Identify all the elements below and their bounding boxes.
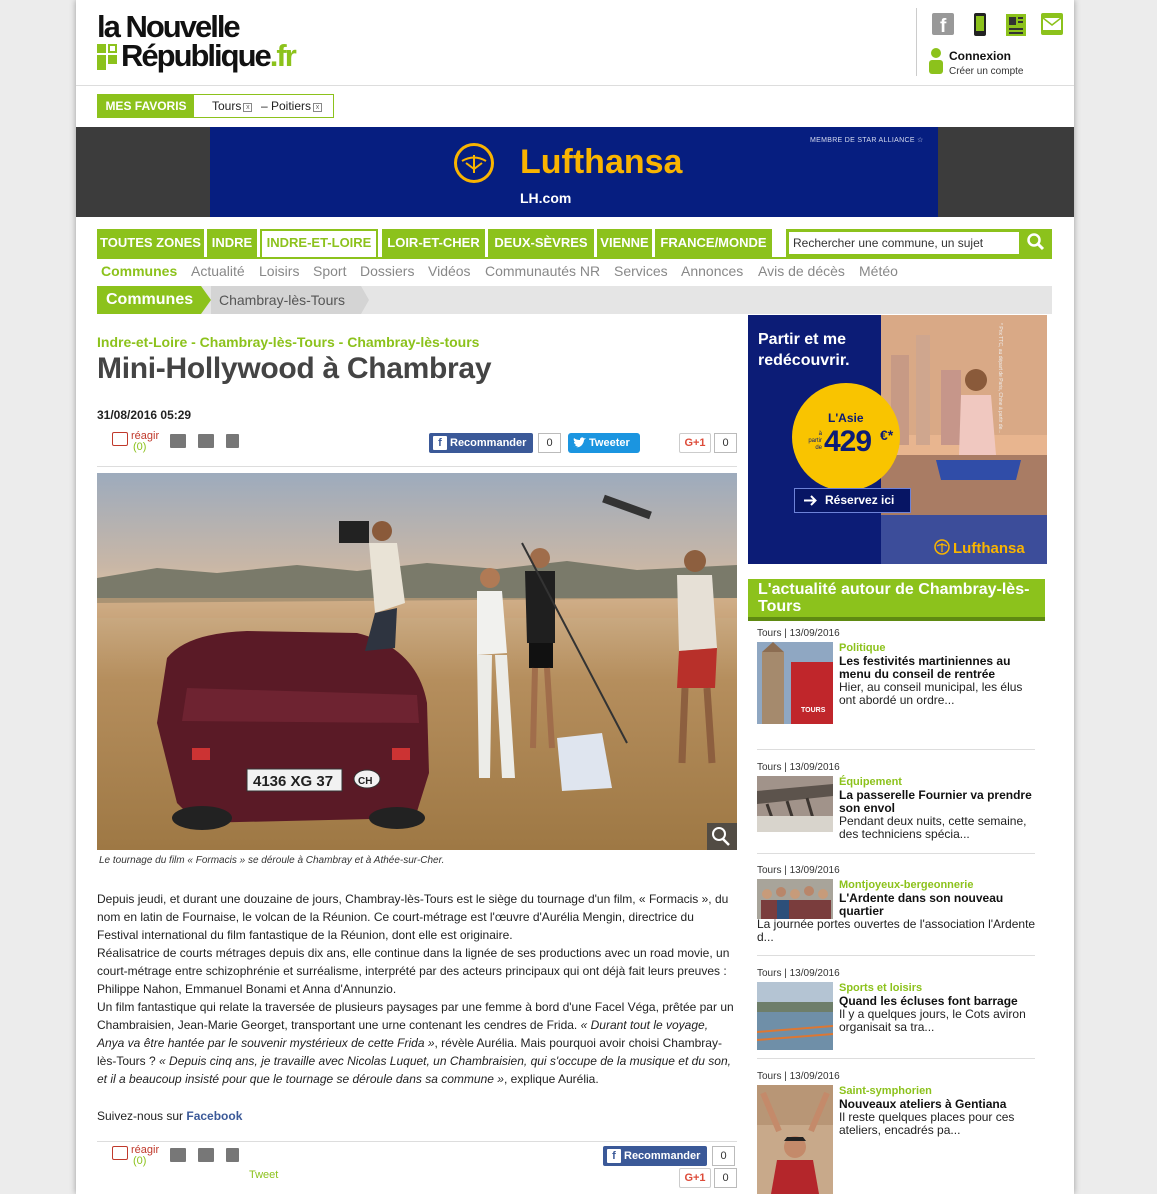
tab-communes[interactable]: Communes	[101, 263, 178, 279]
facebook-link[interactable]: Facebook	[186, 1109, 243, 1123]
svg-text:f: f	[940, 16, 947, 35]
arrow-right-icon	[804, 495, 817, 506]
zone-france-monde[interactable]: FRANCE/MONDE	[655, 229, 772, 257]
zone-toutes-zones[interactable]: TOUTES ZONES	[97, 229, 204, 257]
news-title[interactable]: Nouveaux ateliers à Gentiana	[839, 1097, 1007, 1111]
facebook-count: 0	[538, 433, 561, 453]
tweet-button[interactable]: Tweeter	[568, 433, 640, 453]
news-meta: Tours | 13/09/2016	[757, 865, 840, 876]
breadcrumb	[97, 286, 1052, 314]
article-paragraph: Un film fantastique qui relate la traversée de plusieurs paysages par une femme à bord d'une Facel Véga, prêtée par un Chambraisien, Jean-Marie Georget, transportant une urne contenant les cendres de Frida. « Durant tout le voyage, Anya va être hantée par le souvenir mystérieux de cette Frida », révèle Aurélia. Mais pourquoi avoir choisi Chambray-lès-Tours ? « Depuis cinq ans, je travaille avec Nicolas Luquet, un Chambraisien, qui s'occupe de la musique et du son, et il a beaucoup insisté pour que le tournage se déroule dans sa commune », explique Aurélia.	[97, 1000, 734, 1086]
news-desc: Hier, au conseil municipal, les élus ont abordé un ordre...	[839, 680, 1023, 707]
news-title[interactable]: Quand les écluses font barrage	[839, 994, 1018, 1008]
text-size-icon[interactable]	[226, 1148, 239, 1162]
facebook-icon: f	[433, 436, 447, 450]
tab-loisirs[interactable]: Loisirs	[259, 263, 300, 279]
breadcrumb-arrow	[201, 286, 211, 314]
news-category[interactable]: Politique	[839, 642, 886, 654]
search-box	[786, 229, 1052, 257]
price-badge	[792, 383, 900, 491]
sidebar-lufthansa-ad[interactable]	[748, 315, 1047, 564]
article-date: 31/08/2016 05:29	[97, 408, 192, 422]
favorite-poitiers[interactable]: – Poitiers x	[261, 99, 322, 113]
ad-currency: €*	[880, 427, 894, 443]
print-icon[interactable]	[198, 1148, 214, 1162]
zone-indre[interactable]: INDRE	[207, 229, 257, 257]
ad-brand: Lufthansa	[953, 540, 1025, 557]
user-icon[interactable]	[929, 48, 943, 74]
ad-headline: Partir et me redécouvrir.	[758, 331, 850, 369]
facebook-icon: f	[607, 1149, 621, 1163]
search-input[interactable]	[789, 232, 1019, 254]
photo-caption: Le tournage du film « Formacis » se déroule à Chambray et à Athée-sur-Cher.	[99, 855, 445, 866]
logo-mark-icon	[97, 44, 117, 70]
header-separator	[916, 8, 917, 76]
google-plus-count: 0	[714, 433, 737, 453]
article-paragraph: Réalisatrice de courts métrages depuis dix ans, elle continue dans la lignée de ses productions avec un road movie, un court-métrage entre schizophrénie et surréalisme, interprété par des acteurs principaux qui ont déjà fait leurs preuves : Philippe Nahon, Emmanuel Bonami et Anna d'Annunzio.	[97, 946, 730, 996]
country-badge: CH	[358, 776, 373, 787]
react-button[interactable]	[112, 1146, 128, 1160]
zone-deux-sevres[interactable]: DEUX-SÈVRES	[488, 229, 594, 257]
news-meta: Tours | 13/09/2016	[757, 968, 840, 979]
newsletter-icon[interactable]	[1041, 13, 1063, 35]
news-category[interactable]: Équipement	[839, 776, 902, 788]
ad-photo	[881, 315, 1047, 564]
favorites-bar	[97, 94, 334, 118]
news-title[interactable]: Les festivités martiniennes au menu du conseil de rentrée	[839, 654, 1011, 681]
book-now-button[interactable]: Réservez ici	[794, 488, 911, 513]
facebook-count: 0	[712, 1146, 735, 1166]
news-desc: Il y a quelques jours, le Cots aviron organisait sa tra...	[839, 1007, 1026, 1034]
zone-loir-et-cher[interactable]: LOIR-ET-CHER	[382, 229, 485, 257]
tab-annonces[interactable]: Annonces	[681, 263, 744, 279]
news-meta: Tours | 13/09/2016	[757, 628, 840, 639]
print-icon[interactable]	[198, 434, 214, 448]
tab-videos[interactable]: Vidéos	[428, 263, 471, 279]
search-button[interactable]	[1022, 231, 1050, 255]
header-divider	[76, 85, 1074, 86]
react-label[interactable]: réagir	[131, 430, 160, 442]
nav-divider	[97, 257, 1052, 259]
tab-dossiers[interactable]: Dossiers	[360, 263, 415, 279]
news-thumbnail[interactable]	[757, 879, 833, 919]
mobile-icon[interactable]	[969, 13, 991, 35]
news-category[interactable]: Saint-symphorien	[839, 1085, 932, 1097]
news-desc: Il reste quelques places pour ces ateliers, encadrés pa...	[839, 1110, 1015, 1137]
toolbar-divider	[97, 1141, 737, 1142]
text-size-icon[interactable]	[226, 434, 239, 448]
ad-from-label: à partir de	[808, 431, 822, 451]
news-thumbnail[interactable]	[757, 776, 833, 832]
ad-destination: L'Asie	[828, 411, 864, 425]
tab-communautes-nr[interactable]: Communautés NR	[485, 263, 601, 279]
side-news-title: L'actualité autour de Chambray-lès-Tours	[748, 579, 1045, 617]
react-label[interactable]: réagir	[131, 1144, 160, 1156]
news-desc: La journée portes ouvertes de l'association l'Ardente d...	[757, 917, 1036, 944]
crane-logo-icon	[454, 143, 494, 183]
logo-republique: République	[121, 38, 270, 73]
license-plate: 4136 XG 37	[253, 773, 334, 790]
zoom-icon[interactable]	[707, 823, 737, 850]
breadcrumb-home[interactable]: Communes	[97, 286, 201, 314]
comment-icon	[112, 1146, 128, 1160]
follow-line: Suivez-nous sur Facebook	[97, 1109, 243, 1123]
lufthansa-banner-ad[interactable]	[210, 127, 938, 217]
remove-favorite-icon[interactable]: x	[243, 103, 252, 112]
news-thumbnail[interactable]	[757, 1085, 833, 1194]
twitter-icon	[573, 437, 586, 449]
news-category[interactable]: Montjoyeux-bergeonnerie	[839, 879, 974, 891]
ad-price: 429	[824, 425, 872, 458]
facebook-icon[interactable]	[932, 13, 954, 35]
article-photo[interactable]	[97, 473, 737, 850]
film-shoot-photo	[97, 473, 737, 850]
article-body	[97, 890, 737, 1088]
login-link[interactable]: Connexion	[949, 49, 1011, 63]
logo-tld: .fr	[269, 38, 295, 73]
news-thumbnail[interactable]	[757, 982, 833, 1050]
side-news-title-shadow	[748, 617, 1045, 621]
news-title[interactable]: L'Ardente dans son nouveau quartier	[839, 891, 1004, 918]
breadcrumb-current[interactable]: Chambray-lès-Tours	[211, 286, 361, 314]
tweet-link[interactable]: Tweet	[249, 1169, 279, 1181]
tab-actualite[interactable]: Actualité	[191, 263, 245, 279]
zone-indre-et-loire[interactable]: INDRE-ET-LOIRE	[260, 229, 378, 257]
favorites-label: MES FAVORIS	[98, 95, 194, 117]
favorite-tours[interactable]: Tours x	[212, 99, 252, 113]
news-separator	[757, 749, 1035, 750]
article-paragraph: Depuis jeudi, et durant une douzaine de jours, Chambray-lès-Tours est le siège du tournage d'un film, « Formacis », du nom en latin de Fournaise, le volcan de la Réunion. Ce court-métrage est l'œuvre d'Aurélia Mengin, directrice du Festival international du film fantastique de la Réunion, dont elle est originaire.	[97, 892, 729, 942]
article-kicker[interactable]: Indre-et-Loire - Chambray-lès-Tours - Chambray-lès-tours	[97, 334, 480, 350]
react-button[interactable]	[112, 432, 128, 446]
tab-meteo[interactable]: Météo	[859, 263, 898, 279]
facebook-recommend-button[interactable]: f Recommander	[603, 1146, 707, 1166]
site-logo-line2[interactable]	[97, 38, 295, 73]
banner-url: LH.com	[520, 190, 572, 206]
news-meta: Tours | 13/09/2016	[757, 762, 840, 773]
breadcrumb-arrow	[361, 286, 369, 314]
news-category[interactable]: Sports et loisirs	[839, 982, 923, 994]
zone-vienne[interactable]: VIENNE	[597, 229, 652, 257]
create-account-link[interactable]: Créer un compte	[949, 66, 1024, 77]
email-share-icon[interactable]	[170, 1148, 186, 1162]
news-thumbnail[interactable]	[757, 642, 833, 724]
search-icon	[1026, 232, 1046, 252]
facebook-recommend-button[interactable]: f Recommander	[429, 433, 533, 453]
page	[76, 0, 1074, 1194]
site-logo[interactable]: la Nouvelle	[97, 9, 239, 44]
news-meta: Tours | 13/09/2016	[757, 1071, 840, 1082]
google-plus-button[interactable]: G+1	[679, 1168, 711, 1188]
tab-avis-de-deces[interactable]: Avis de décès	[758, 263, 845, 279]
react-count: (0)	[133, 1155, 147, 1167]
thumbnail-label: TOURS	[801, 707, 826, 714]
banner-brand: Lufthansa	[520, 143, 683, 181]
crane-logo-icon	[934, 539, 950, 555]
news-separator	[757, 1058, 1035, 1059]
news-separator	[757, 853, 1035, 854]
banner-tagline: MEMBRE DE STAR ALLIANCE ☆	[810, 137, 924, 144]
news-desc: Pendant deux nuits, cette semaine, des techniciens spécia...	[839, 814, 1027, 841]
tab-services[interactable]: Services	[614, 263, 668, 279]
google-plus-button[interactable]: G+1	[679, 433, 711, 453]
remove-favorite-icon[interactable]: x	[313, 103, 322, 112]
email-share-icon[interactable]	[170, 434, 186, 448]
page-title: Mini-Hollywood à Chambray	[97, 352, 492, 385]
tab-sport[interactable]: Sport	[313, 263, 347, 279]
ad-fine-print: * Prix TTC, au départ de Paris, Chine à partir de...	[997, 323, 1003, 434]
comment-icon	[112, 432, 128, 446]
news-title[interactable]: La passerelle Fournier va prendre son envol	[839, 788, 1032, 815]
toolbar-divider	[97, 466, 737, 467]
news-separator	[757, 955, 1035, 956]
react-count: (0)	[133, 441, 147, 453]
google-plus-count: 0	[714, 1168, 737, 1188]
newspaper-icon[interactable]	[1005, 13, 1027, 35]
